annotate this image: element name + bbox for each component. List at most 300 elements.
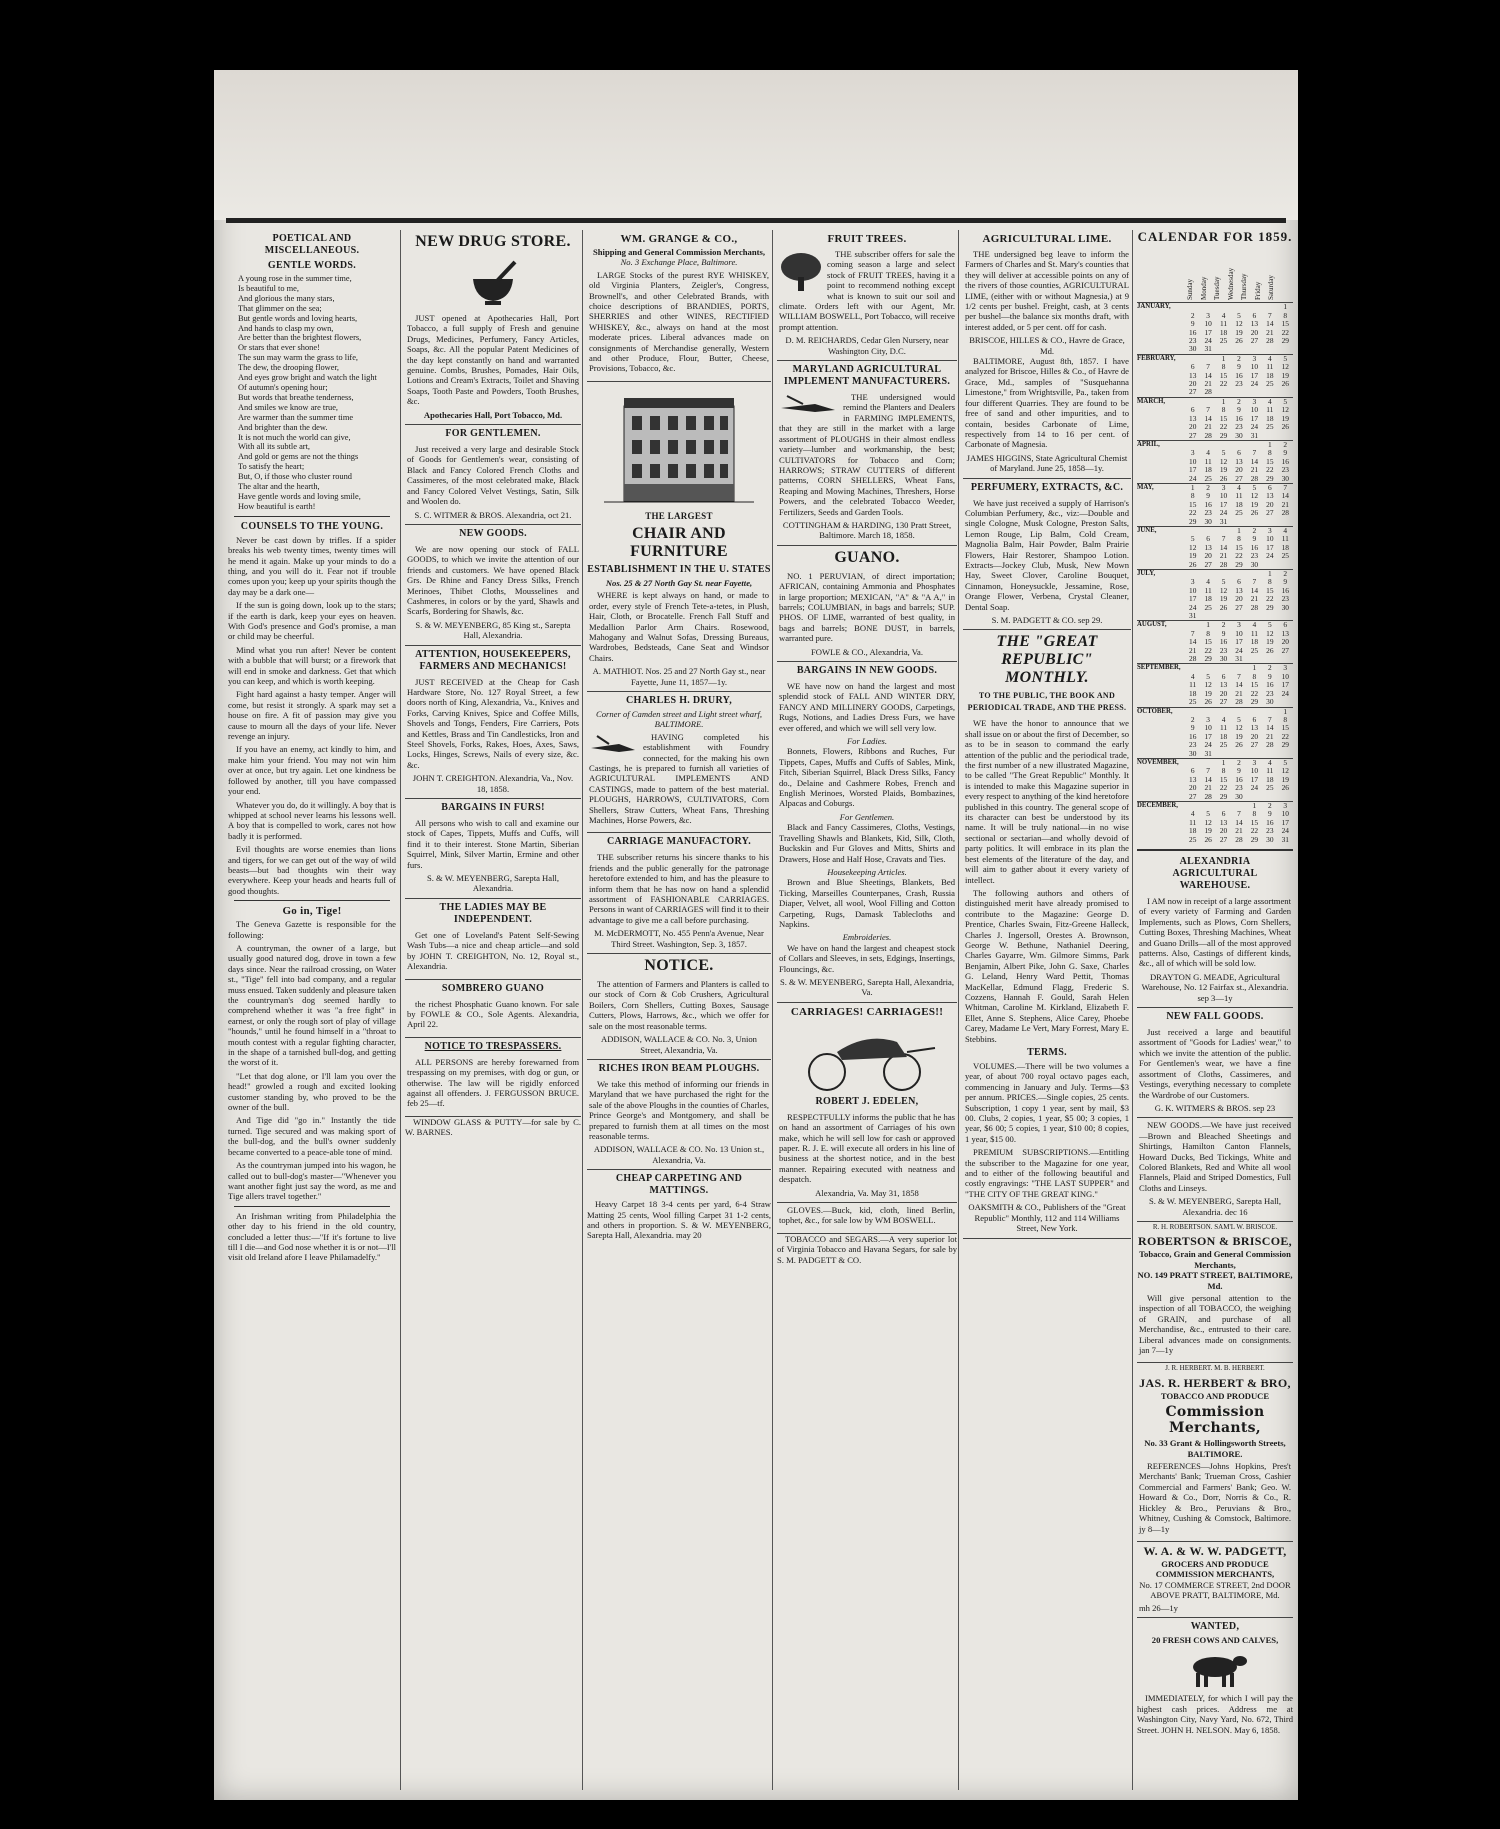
calendar-month-label [1137,698,1185,707]
mortar-pestle-icon [463,259,523,309]
ad-text: the richest Phosphatic Guano known. For sale by FOWLE & CO., Sole Agents. Alexandria, April 22. [407,998,579,1030]
ad-subheading: For Gentlemen. [839,811,895,822]
calendar-month-label [1137,612,1185,621]
calendar-day: 26 [1204,834,1212,844]
ad-title: Commission Merchants, [1165,1404,1265,1437]
calendar-month-label: SEPTEMBER, [1137,664,1185,673]
calendar-day: 25 [1204,602,1212,612]
calendar-day: 7 [1237,671,1241,681]
calendar-day: 22 [1219,783,1228,793]
ad-text: IMMEDIATELY, for which I will pay the highest cash prices. Address me at Washington City, Navy Yard, No. 672, Third Street. JOHN H. NELSON. May 6, 1858. [1137,1693,1293,1735]
ad-title: THE LADIES MAY BE INDEPENDENT. [439,901,547,925]
calendar-day: 15 [1235,542,1243,552]
calendar-day: 18 [1235,499,1243,509]
calendar-day: 1 [1185,483,1200,492]
calendar-day: 6 [1206,534,1210,544]
calendar-day: 26 [1189,559,1197,569]
ad-block [777,247,957,361]
calendar-day: 18 [1219,327,1228,337]
calendar-day: 20 [1250,327,1259,337]
calendar-day: 19 [1281,370,1289,380]
calendar-day: 25 [1235,508,1243,518]
calendar-month-label [1137,784,1185,792]
ad-title: FOR GENTLEMEN. [445,428,541,440]
calendar-day: 2 [1190,714,1195,724]
calendar-day: 1 [1247,664,1262,673]
calendar-day: 29 [1219,430,1228,440]
calendar-day: 23 [1266,826,1274,836]
calendar-month-label [1137,320,1185,328]
calendar-day: 18 [1266,774,1274,784]
calendar-month-label [1137,501,1185,509]
calendar-day: 28 [1235,834,1243,844]
calendar-day: 30 [1250,559,1259,569]
ad-title: WANTED, [1190,1620,1240,1632]
ad-title: PERFUMERY, EXTRACTS, &C. [970,481,1124,493]
calendar-day: 5 [1206,671,1210,681]
calendar-day: 7 [1252,448,1257,458]
calendar-month-label [1137,724,1185,732]
calendar-day: 19 [1219,465,1228,475]
ad-text: HAVING completed his establishment with Foundry connected, for the making his own Castings, he is prepared to furnish all varieties of AGRICULTURAL IMPLEMENTS AND CASTINGS, made to pattern of the best material. PLOUGHS, HARROWS, CULTIVATORS, Corn Shellers, Straw Cutters, Wheat Fans, Threshing Machines, Horse Powers, &c. [589,731,769,825]
article-paragraph: If you have an enemy, act kindly to him, and make him your friend. You may not win him over at once, but try again. Let one kindness be followed by another, till you have compassed your end. [228,744,396,797]
article-paragraph: As the countryman jumped into his wagon, he called out to bull-dog's master—"Whenever you want another fight just say the word, as me and Tige allers travel together." [228,1160,396,1202]
ad-block [405,997,581,1038]
calendar-day: 20 [1281,637,1289,647]
calendar-day: 28 [1219,559,1228,569]
article-paragraph: If the sun is going down, look up to the stars; if the earth is dark, keep your eyes on heaven. With God's presence and God's promise, a man or child may be cheerful. [228,600,396,642]
ad-block [405,928,581,980]
calendar-day: 20 [1189,379,1197,389]
calendar-day: 4 [1221,714,1226,724]
calendar-day: 7 [1237,809,1241,819]
ad-text: We have on hand the largest and cheapest stock of Collars and Sleeves, in sets, Edgings, Insertings, Flouncings, &c. [779,942,955,974]
calendar-month-label [1137,449,1185,457]
ad-signature: COTTINGHAM & HARDING, 130 Pratt Street, Baltimore. March 18, 1858. [782,519,952,541]
calendar-day: 17 [1250,370,1259,380]
calendar-day: 6 [1237,448,1241,458]
calendar-week-row [1137,698,1293,707]
calendar-day: 26 [1266,645,1274,655]
calendar-day: 29 [1235,559,1243,569]
calendar-day: 9 [1267,809,1272,819]
calendar-day: 9 [1237,766,1241,776]
calendar-day: 4 [1231,483,1246,492]
ad-title: JAS. R. HERBERT & BRO, [1139,1375,1291,1390]
calendar-day: 2 [1216,621,1231,630]
calendar-month-label [1137,836,1185,844]
calendar-day: 11 [1189,680,1197,690]
ad-text: Just received a very large and desirable Stock of Goods for Gentlemen's wear, consisting of Black and Fancy Colored French Cloths and Cassimeres, of the most celebrated make, Black and Fancy Colored Velvet Vestings, Satin, Silk and Woolen do. [407,444,579,507]
ad-subtitle: GROCERS AND PRODUCE COMMISSION MERCHANTS, [1155,1558,1275,1580]
calendar-day: 5 [1237,714,1241,724]
ad-text: Black and Fancy Cassimeres, Cloths, Vestings, Travelling Shawls and Blankets, Kid, Silk, Cloth, Buckskin and Fur Gloves and Mitts, Shirts and Drawers, Hose and Half Hose, Cravats and Ties. [779,822,955,864]
calendar-day: 5 [1221,577,1226,587]
calendar-day: 31 [1189,611,1197,621]
calendar-day: 9 [1206,491,1210,501]
calendar-day: 17 [1204,731,1212,741]
calendar-month-label: FEBRUARY, [1137,354,1185,363]
ad-subtitle: Shipping and General Commission Merchants, [593,247,765,257]
ad-address: NO. 149 PRATT STREET, BALTIMORE, Md. [1137,1270,1293,1291]
calendar-day: 28 [1235,697,1243,707]
calendar-day: 2 [1200,483,1215,492]
calendar-day: 20 [1189,422,1197,432]
ad-subtitle: 20 FRESH COWS AND CALVES, [1151,1634,1279,1645]
ad-signature: S. M. PADGETT & CO. sep 29. [991,615,1103,625]
calendar-day: 18 [1250,637,1259,647]
calendar-day: 1 [1216,397,1231,406]
calendar-day: 28 [1204,430,1212,440]
calendar-month-label [1137,741,1185,749]
calendar-day: 13 [1189,413,1197,423]
calendar-day: 13 [1219,817,1228,827]
calendar-day: 27 [1204,559,1212,569]
calendar-day: 13 [1266,491,1274,501]
calendar-day: 2 [1231,397,1246,406]
calendar-day: 12 [1250,491,1259,501]
ad-signature: ADDISON, WALLACE & CO. No. 13 Union st., Alexandria, Va. [593,1144,765,1165]
calendar-day: 26 [1219,473,1228,483]
calendar-day: 2 [1278,570,1293,579]
calendar-day: 17 [1189,594,1197,604]
ad-text: Will give personal attention to the inspection of all TOBACCO, the weighing of GRAIN, and purchase of all Merchandise, &c., entrusted to their care. Liberal advances made on consignments. jan 7—1y [1139,1293,1291,1356]
calendar-day: 11 [1189,817,1197,827]
calendar-day: 2 [1190,310,1195,320]
ad-title: NEW GOODS. [459,527,527,539]
calendar-day: 7 [1221,534,1226,544]
calendar-day: 29 [1219,791,1228,801]
calendar-day: 4 [1262,397,1277,406]
calendar-month-label [1137,509,1185,517]
calendar-day: 12 [1281,766,1289,776]
ad-subheading: TERMS. [1027,1047,1067,1058]
calendar-day: 5 [1237,310,1241,320]
ad-text: THE subscriber offers for sale the coming season a large and select stock of FRUIT TREES, having it a point to recommend nothing except what is known to suit our soil and climate. Orders left with our Agent, Mr. WILLIAM BOSWELL, Port Tobacco, will receive prompt attention. [779,249,955,332]
calendar-day: 12 [1235,723,1243,733]
calendar-day: 19 [1235,731,1243,741]
calendar-week-row [1137,380,1293,388]
calendar-day: 1 [1278,303,1293,312]
calendar-month-label: AUGUST, [1137,621,1185,630]
calendar-day: 25 [1266,783,1274,793]
calendar-day: 1 [1262,570,1277,579]
ad-text: PREMIUM SUBSCRIPTIONS.—Entitling the subscriber to the Magazine for one year, and to either of the following beautiful and costly engravings: "THE LAST SUPPER" and "THE CITY OF THE GREAT KING." [965,1147,1129,1199]
calendar-day: 15 [1281,723,1289,733]
calendar-day: 30 [1235,430,1243,440]
weekday-label: Thursday [1240,273,1248,301]
calendar-day: 9 [1252,534,1257,544]
ad-block [587,588,771,692]
calendar-day: 11 [1266,405,1274,415]
calendar-day: 10 [1204,723,1212,733]
calendar-day: 31 [1204,748,1212,758]
ad-block [405,1055,581,1117]
calendar-day: 14 [1250,585,1259,595]
calendar-day: 6 [1221,809,1226,819]
calendar-week-row [1137,345,1293,354]
calendar-day: 24 [1281,826,1289,836]
calendar-week-row [1137,423,1293,431]
calendar-day: 10 [1204,319,1212,329]
partner-names: R. H. ROBERTSON. SAM'L W. BRISCOE. [1152,1222,1278,1231]
calendar-day: 16 [1235,774,1243,784]
ad-signature: S. & W. MEYENBERG, Sarepta Hall, Alexandria. [426,873,559,894]
calendar-day: 9 [1283,577,1288,587]
ad-title: ATTENTION, HOUSEKEEPERS, FARMERS AND MECHANICS! [415,648,571,672]
ad-block [405,675,581,799]
calendar-day: 27 [1189,387,1197,397]
calendar-day: 23 [1204,508,1212,518]
calendar-day: 16 [1219,637,1228,647]
calendar-day: 5 [1221,448,1226,458]
ad-signature: S. C. WITMER & BROS. Alexandria, oct 21. [414,509,572,520]
calendar-day: 20 [1219,826,1228,836]
calendar-day: 13 [1235,456,1243,466]
ad-title: CHEAP CARPETING AND MATTINGS. [615,1173,743,1197]
column-merchants [582,230,771,1790]
calendar-day: 3 [1190,448,1195,458]
calendar-day: 15 [1189,499,1197,509]
calendar-day: 9 [1283,448,1288,458]
ad-title: NOTICE TO TRESPASSERS. [424,1040,562,1052]
ad-title: NOTICE. [644,957,714,975]
ad-block [1137,1291,1293,1363]
article-paragraph: The Geneva Gazette is responsible for the following: [228,919,396,940]
calendar-month-label [1137,458,1185,466]
calendar-day: 21 [1204,422,1212,432]
calendar-month-label [1137,595,1185,603]
column-drugstore [400,230,581,1790]
article-paragraph: "Let that dog alone, or I'll lam you over the head!" growled a rough and excited looking customer standing by, who proved to be the owner of the bull. [228,1070,396,1113]
calendar-day: 4 [1190,671,1195,681]
calendar-day: 12 [1204,817,1212,827]
ad-text: Bonnets, Flowers, Ribbons and Ruches, Fur Tippets, Capes, Muffs and Cuffs of Sables, Mink, Fitch, Siberian Squirrel, Black Dress Silks, Fancy do., Delaine and Cashmere Robes, French and English Merinoes, Worsted Plaids, Bombazines, Alpacas and Coburgs. [779,746,955,809]
calendar-day: 3 [1247,397,1262,406]
ad-title: WM. GRANGE & CO., [620,233,738,245]
ad-title: NEW DRUG STORE. [415,233,571,250]
calendar-day: 27 [1266,508,1274,518]
calendar-day: 15 [1219,774,1228,784]
ad-block [963,716,1131,1238]
calendar-day [1262,345,1277,354]
column-calendar [1132,230,1293,1790]
calendar-day: 24 [1204,336,1212,346]
calendar-month-label [1137,810,1185,818]
calendar-day: 28 [1204,791,1212,801]
ad-text: ALL PERSONS are hereby forewarned from trespassing on my premises, with dog or gun, or otherwise. The law will be rigidly enforced against all offenders. J. FERGUSSON BRUCE. feb 25—tf. [407,1056,579,1109]
section-header: POETICAL AND MISCELLANEOUS. [264,233,360,256]
calendar-month-label [1137,363,1185,371]
calendar-day: 5 [1278,354,1293,363]
calendar-day: 3 [1278,801,1293,810]
calendar-day: 16 [1266,680,1274,690]
calendar-day: 25 [1189,834,1197,844]
calendar-day: 8 [1267,577,1272,587]
calendar-day: 9 [1190,723,1195,733]
calendar-day: 19 [1204,826,1212,836]
calendar-day: 29 [1250,834,1259,844]
calendar-day: 30 [1281,602,1289,612]
calendar-day: 12 [1219,585,1228,595]
calendar-day: 10 [1281,671,1289,681]
calendar-month-label [1137,716,1185,724]
article-paragraph: A countryman, the owner of a large, but usually good natured dog, drove in town a few days since. Near the railroad crossing, on Water st., "Tige" fell into bad company, and a regular muss ensued. Taken suddenly and pleasure taken the countryman's dog seemed hardly to comprehend whether it was "a free fight" in earnest, or only the rough sort of play of village "hounds," until he found himself in a "throat to mouth contest with a regular fighting character, in the shape of a tarnished bull-dog, and getting the worst of it. [228,942,396,1068]
calendar-day: 22 [1281,731,1289,741]
calendar-day: 25 [1250,645,1259,655]
calendar-day: 23 [1266,688,1274,698]
calendar-month-label [1137,372,1185,380]
calendar-day: 8 [1252,809,1257,819]
calendar-day: 5 [1262,621,1277,630]
calendar-day: 19 [1250,499,1259,509]
poem-title: GENTLE WORDS. [267,260,357,271]
calendar-day: 10 [1281,809,1289,819]
ad-text: Heavy Carpet 18 3-4 cents per yard, 6-4 Straw Matting 25 cents, Wool filling Carpet 31 1-2 cents, and others in proportion. S. & W. MEYENBERG, Sarepta Hall, Alexandria. may 20 [587,1199,771,1241]
calendar-day: 22 [1189,508,1197,518]
calendar-title: CALENDAR FOR 1859. [1137,230,1293,244]
calendar-day: 30 [1235,791,1243,801]
calendar-day: 6 [1252,310,1257,320]
calendar-day: 11 [1204,456,1212,466]
calendar-day: 29 [1204,654,1212,664]
calendar-day: 16 [1189,327,1197,337]
ad-block [1137,1118,1293,1222]
calendar-day: 13 [1189,370,1197,380]
calendar-day: 13 [1250,723,1259,733]
calendar-day: 30 [1189,748,1197,758]
calendar-day: 16 [1235,413,1243,423]
page-fold-shadow [214,70,1298,220]
weekday-label: Saturday [1267,275,1275,301]
calendar-day: 26 [1281,379,1289,389]
calendar-month-label: MAY, [1137,483,1185,492]
ad-signature: mh 26—1y [1139,1602,1178,1613]
calendar-month-label [1137,415,1185,423]
calendar-day: 22 [1219,422,1228,432]
ad-text: JUST opened at Apothecaries Hall, Port Tobacco, a full supply of Fresh and genuine Drugs, Medicines, Perfumery, Fancy Articles, Soaps, &c. All the popular Patent Medicines of the day kept constantly on hand and warranted genuine. Combs, Brushes, Pomades, Hair Oils, Lotions and Cream's Extracts, Toilet and Shaving Soaps, Tooth Paste and Powders, Tooth Brushes, &c. [407,313,579,407]
ad-text: WE have now on hand the largest and most splendid stock of FALL AND WINTER DRY, FANCY AND MILLINERY GOODS, Carpetings, Rugs, Notions, and Ladies Dress Furs, we have ever offered, and which we will sell very low. [779,681,955,733]
calendar-day: 30 [1189,344,1197,354]
ad-title: W. A. & W. W. PADGETT, [1143,1543,1287,1558]
ad-text: VOLUMES.—There will be two volumes a year, of about 700 royal octavo pages each, commencing in January and July. Terms—$3 per annum. PRICES.—Single copies, 25 cents. Subscription, 1 copy 1 year, sent by mail, $3 00. Clubs, 2 copies, 1 year, $5 00; 3 copies, 1 year, $6 00; 5 copies, 1 year, $10 00; 8 copies, 1 year, $15 00. [965,1061,1129,1144]
calendar-day: 26 [1281,422,1289,432]
ad-text: THE subscriber returns his sincere thanks to his friends and the public generally for the patronage heretofore extended to him, and has the pleasure to inform them that he has now on hand a splendid assortment of FASHIONABLE CARRIAGES. Persons in want of CARRIAGES will find it to their advantage to give me a call before purchasing. [589,852,769,925]
ad-block [405,253,581,425]
calendar-day: 5 [1206,809,1210,819]
ad-title: SOMBRERO GUANO [441,982,545,994]
calendar-day: 21 [1204,379,1212,389]
calendar-day: 30 [1266,834,1274,844]
carriage-engraving [797,1022,937,1092]
ad-signature: Alexandria, Va. May 31, 1858 [815,1187,919,1198]
calendar-week-row [1137,604,1293,612]
calendar-day: 11 [1281,534,1289,544]
calendar-day: 1 [1200,621,1215,630]
calendar-month-label [1137,466,1185,474]
calendar-day: 11 [1204,585,1212,595]
calendar-day: 12 [1266,628,1274,638]
calendar-day: 29 [1266,473,1274,483]
calendar-day: 14 [1250,456,1259,466]
calendar-day: 14 [1189,637,1197,647]
calendar-day: 10 [1219,491,1228,501]
calendar-day: 20 [1250,731,1259,741]
calendar-month-label: DECEMBER, [1137,801,1185,810]
calendar-day: 15 [1266,585,1274,595]
ad-title: ROBERT J. EDELEN, [815,1095,919,1107]
ad-text: REFERENCES—Johns Hopkins, Pres't Merchants' Bank; Trueman Cross, Cashier Commercial and Farmers' Bank; Geo. W. Howard & Co., Dorr, Norris & Co., R. Hickley & Bro., Peruvians & Bro., Whitney, Cushing & Comstock, Baltimore. jy 8—1y [1139,1461,1291,1534]
ad-text: All persons who wish to call and examine our stock of Capes, Tippets, Muffs and Cuffs, will find it to their interest. Stone Martin, Siberian Squirrel, Mink, Silver Martin, Ermine and other furs. [407,818,579,870]
ad-subheading: Embroideries. [842,932,892,943]
calendar-day: 2 [1231,758,1246,767]
calendar-week-row [1137,509,1293,517]
calendar-day: 11 [1266,766,1274,776]
calendar-day: 22 [1204,645,1212,655]
calendar-day: 6 [1190,766,1195,776]
calendar-day: 28 [1250,602,1259,612]
calendar-day: 4 [1247,621,1262,630]
calendar-day: 4 [1206,448,1210,458]
plough-icon [779,394,839,414]
calendar-day: 14 [1219,542,1228,552]
tree-icon [779,251,823,291]
calendar-day: 15 [1219,370,1228,380]
calendar-day: 10 [1250,362,1259,372]
calendar-day: 1 [1278,707,1293,716]
calendar-day: 20 [1266,499,1274,509]
ad-block [405,442,581,525]
calendar-day: 25 [1204,473,1212,483]
ad-text: I AM now in receipt of a large assortment of every variety of Farming and Garden Implements, such as Plows, Corn Shellers, Cutting Boxes, Threshing Machines, Wheat and Guano Drills—all of the most approved patterns. Also, Castings of different kinds, &c., all of which will be sold low. [1139,896,1291,969]
calendar-day: 3 [1278,664,1293,673]
calendar-day: 24 [1204,740,1212,750]
ad-block [777,679,957,1003]
calendar-month-label [1137,819,1185,827]
calendar-day: 19 [1266,637,1274,647]
calendar-day: 6 [1278,621,1293,630]
calendar-day: 24 [1189,473,1197,483]
ad-title: CHARLES H. DRURY, [625,694,733,706]
ad-text: LARGE Stocks of the purest RYE WHISKEY, old Virginia Planters, Zeigler's, Congress, Brownell's, and other Celebrated Brands, with choice descriptions of BRANDIES, PORTS, SHERRIES and other WINES, RECTIFIED WHISKEY, &c., always on hand at the most moderate prices. Liberal advances made on consignments of Merchandise generally, Western and other Produce, Flour, Butter, Cheese, Provisions, Tobacco, &c. [589,269,769,374]
ad-text: WE have the honor to announce that we shall issue on or about the first of December, so as to be in season to command the early attention of the public and the periodical trade, the first number of a new illustrated Magazine, to be called "The Great Republic" Monthly. It is intended to make this Magazine superior in every respect to anything of the kind heretofore published in this country. The general scope of its character can best be understood by its name. It will be truly national—in no wise sectional or sectarian—and wholly devoid of party politics. It will embrace in its plan the best elements of the literature of the day, and will aim to gather about it every variety of intellect. [965,718,1129,885]
ad-signature: Apothecaries Hall, Port Tobacco, Md. [423,409,563,420]
calendar-table [1137,302,1293,844]
calendar-day: 11 [1250,628,1258,638]
ad-text: GLOVES.—Buck, kid, cloth, lined Berlin, tophet, &c., for sale low by WM BOSWELL. [779,1205,955,1226]
calendar-month-label [1137,793,1185,802]
calendar-day: 8 [1283,714,1288,724]
calendar-day: 2 [1231,354,1246,363]
calendar-day: 4 [1262,758,1277,767]
calendar-day: 8 [1283,310,1288,320]
ad-subtitle: TO THE PUBLIC, THE BOOK AND PERIODICAL TRADE, AND THE PRESS. [967,691,1127,713]
calendar-day: 29 [1281,336,1289,346]
calendar-month-label: JULY, [1137,570,1185,579]
ad-text: WINDOW GLASS & PUTTY—for sale by C. W. BARNES. [405,1116,581,1138]
calendar-day: 18 [1281,542,1289,552]
calendar-day: 7 [1278,483,1293,492]
calendar-day: 21 [1235,826,1243,836]
calendar-day: 15 [1266,456,1274,466]
calendar-day: 18 [1266,413,1274,423]
calendar-day: 5 [1278,397,1293,406]
calendar-day: 18 [1204,594,1212,604]
ad-address: No. 3 Exchange Place, Baltimore. [620,257,738,268]
calendar-day: 22 [1281,327,1289,337]
calendar-day: 3 [1231,621,1246,630]
calendar-day: 13 [1219,680,1228,690]
